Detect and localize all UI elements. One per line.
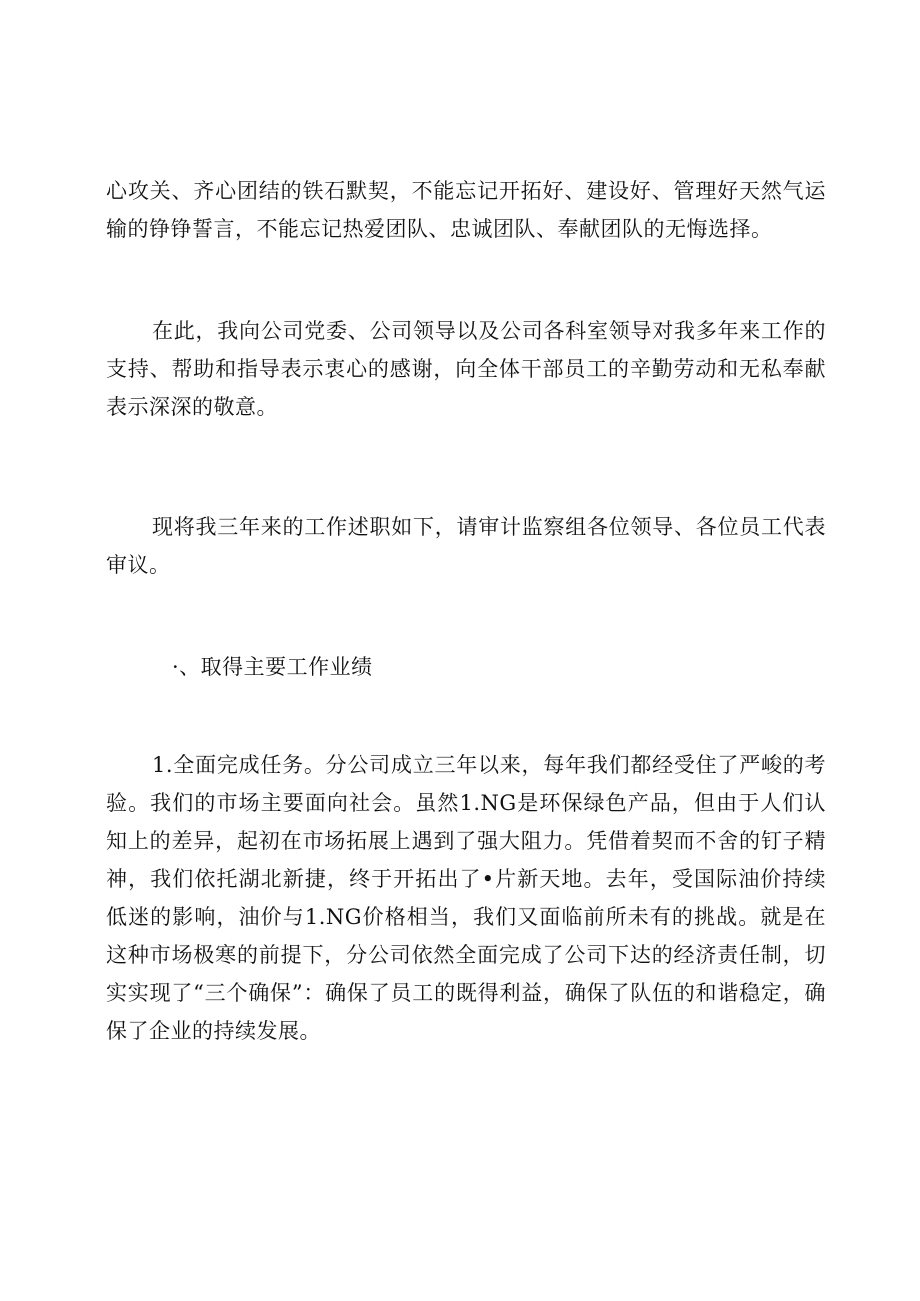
section-heading: ·、取得主要工作业绩 bbox=[172, 655, 373, 679]
paragraph-report-intro: 现将我三年来的工作述职如下，请审计监察组各位领导、各位员工代表审议。 bbox=[106, 515, 826, 577]
paragraph-continuation: 心攻关、齐心团结的铁石默契，不能忘记开拓好、建设好、管理好天然气运输的铮铮誓言，不能忘记热爱团队、忠诚团队、奉献团队的无悔选择。 bbox=[106, 179, 826, 241]
paragraph-thanks: 在此，我向公司党委、公司领导以及公司各科室领导对我多年来工作的支持、帮助和指导表示衷心的感谢，向全体干部员工的辛勤劳动和无私奉献表示深深的敬意。 bbox=[106, 319, 826, 419]
paragraph-achievement-1: 1.全面完成任务。分公司成立三年以来，每年我们都经受住了严峻的考验。我们的市场主要面向社会。虽然1.NG是环保绿色产品，但由于人们认知上的差异，起初在市场拓展上遇到了强大阻力。凭借着契而不舍的钉子精神，我们依托湖北新捷，终于开拓出了•片新天地。去年，受国际油价持续低迷的影响，油价与1.NG价格相当，我们又面临前所未有的挑战。就是在这种市场极寒的前提下，分公司依然全面完成了公司下达的经济责任制，切实实现了“三个确保”：确保了员工的既得利益，确保了队伍的和谐稳定，确保了企业的持续发展。 bbox=[106, 753, 826, 1043]
